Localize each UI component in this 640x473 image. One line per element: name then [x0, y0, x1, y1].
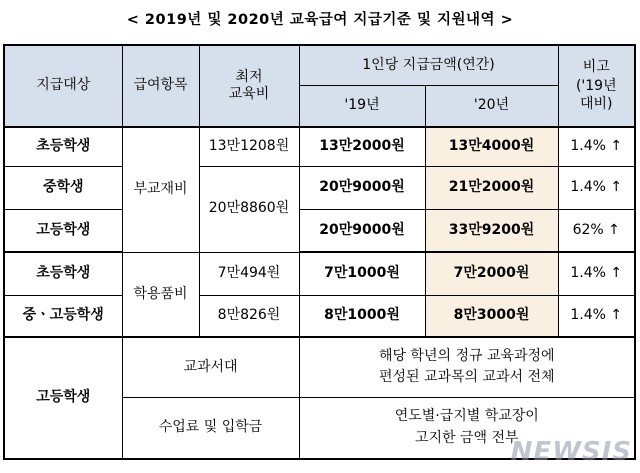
- row-target: 중ㆍ고등학생: [4, 295, 122, 337]
- row-item: 부교재비: [122, 127, 199, 252]
- row-2020: 33만9200원: [425, 209, 558, 252]
- row-2019: 13만2000원: [299, 127, 425, 166]
- row-note: 1.4% ↑: [558, 252, 635, 295]
- row-2020: 13만4000원: [425, 127, 558, 166]
- row-target: 초등학생: [4, 252, 122, 295]
- table-row: [4, 166, 635, 209]
- tuition-item: 수업료 및 입학금: [122, 397, 299, 459]
- textbook-desc: 해당 학년의 정규 교육과정에 편성된 교과목의 교과서 전체: [299, 337, 635, 397]
- row-item: 학용품비: [122, 252, 199, 337]
- row-2019: 8만1000원: [299, 295, 425, 337]
- row-2019: 20만9000원: [299, 166, 425, 209]
- row-note: 62% ↑: [558, 209, 635, 252]
- table-row: [4, 209, 635, 252]
- row-min: 7만494원: [199, 252, 299, 295]
- row-2020: 8만3000원: [425, 295, 558, 337]
- row-note: 1.4% ↑: [558, 166, 635, 209]
- row-note: 1.4% ↑: [558, 127, 635, 166]
- tuition-desc: 연도별·급지별 학교장이 고지한 금액 전부: [299, 397, 635, 459]
- header-item: 급여항목: [122, 45, 199, 127]
- row-min: 20만8860원: [199, 166, 299, 252]
- table-row: [4, 127, 635, 166]
- header-amount: 1인당 지급금액(연간): [299, 45, 558, 85]
- row-2019: 7만1000원: [299, 252, 425, 295]
- row-target: 고등학생: [4, 209, 122, 252]
- row-target: 중학생: [4, 166, 122, 209]
- row-min: 8만826원: [199, 295, 299, 337]
- table-title: < 2019년 및 2020년 교육급여 지급기준 및 지원내역 >: [126, 12, 514, 28]
- header-min-cost: 최저 교육비: [199, 45, 299, 127]
- header-2020: '20년: [425, 85, 558, 127]
- row-2020: 7만2000원: [425, 252, 558, 295]
- row-2020: 21만2000원: [425, 166, 558, 209]
- header-note: 비고 ('19년 대비): [558, 45, 635, 127]
- header-target: 지급대상: [4, 45, 122, 127]
- table-row: [4, 295, 635, 337]
- highschool-target: 고등학생: [4, 337, 122, 459]
- textbook-item: 교과서대: [122, 337, 299, 397]
- table-row: [4, 252, 635, 295]
- education-benefit-table: [3, 44, 636, 460]
- newsis-watermark: NEWSIS: [510, 437, 632, 467]
- row-min: 13만1208원: [199, 127, 299, 166]
- header-2019: '19년: [299, 85, 425, 127]
- table-row: [4, 337, 635, 397]
- row-2019: 20만9000원: [299, 209, 425, 252]
- row-target: 초등학생: [4, 127, 122, 166]
- row-note: 1.4% ↑: [558, 295, 635, 337]
